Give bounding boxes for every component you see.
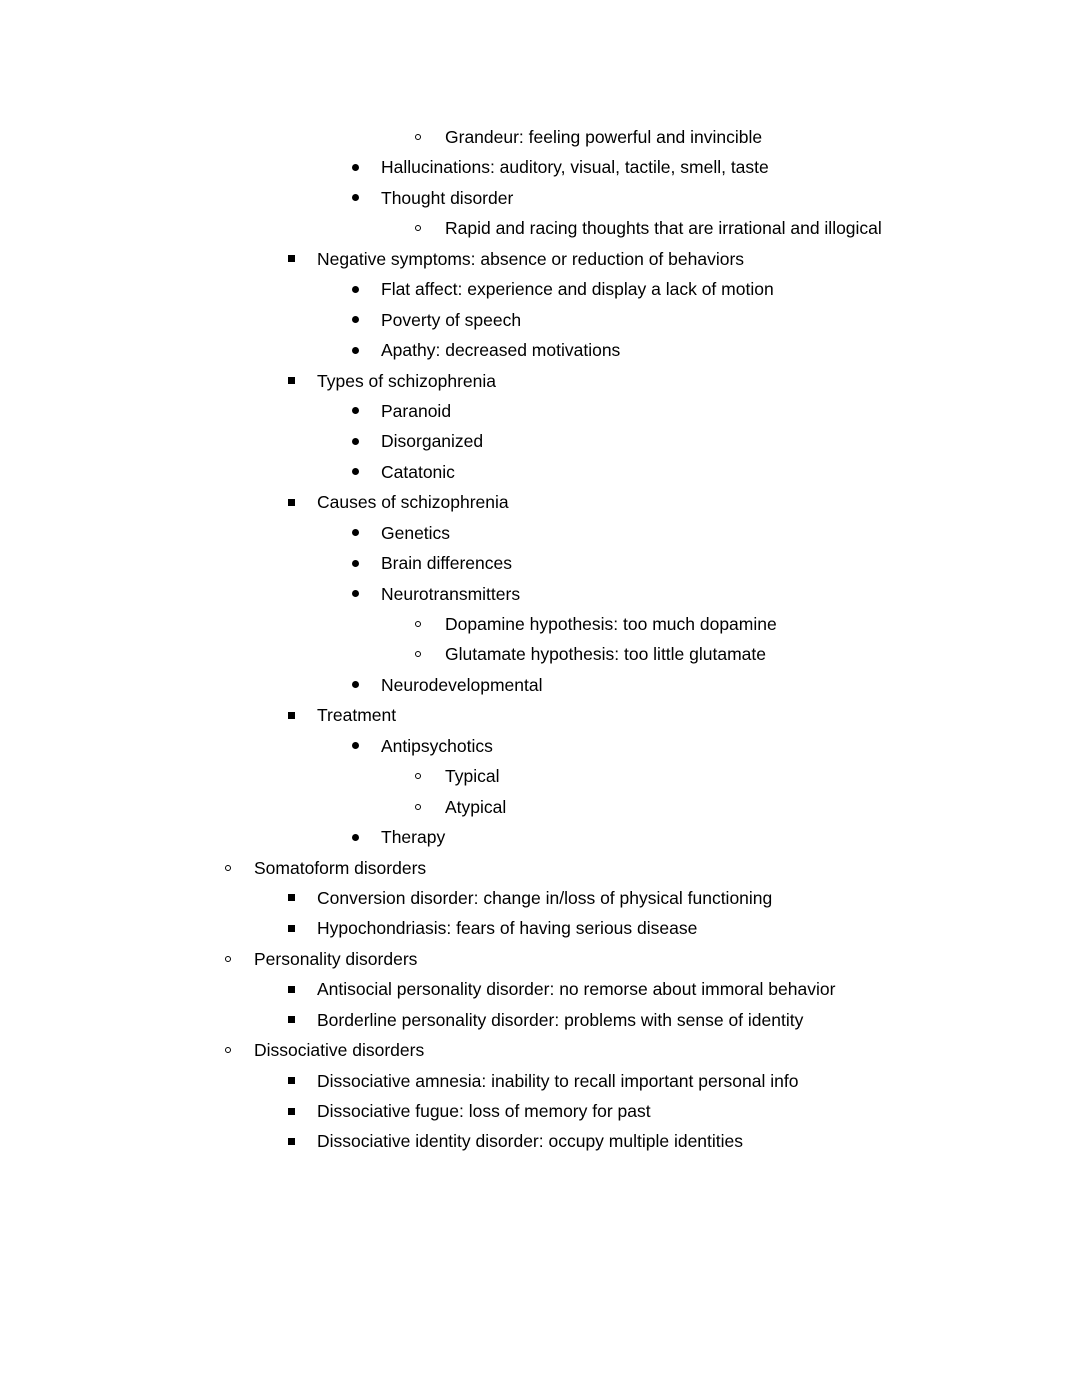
square-bullet-icon [285,244,297,274]
outline-item-text: Somatoform disorders [254,857,427,878]
outline-item-text: Paranoid [381,400,452,421]
outline-item-text: Thought disorder [381,187,514,208]
filled-circle-bullet-icon [349,731,361,761]
filled-circle-bullet-icon [349,274,361,304]
outline-item-text: Disorganized [381,431,484,452]
square-bullet-icon [285,974,297,1004]
outline-item-text: Dopamine hypothesis: too much dopamine [445,614,777,634]
hollow-circle-bullet-icon [412,639,424,669]
outline-item [0,700,1080,730]
outline-item [0,639,1080,669]
hollow-circle-bullet-icon [222,1035,234,1065]
outline-item [0,944,1080,974]
outline-item [0,913,1080,943]
outline-item [0,487,1080,517]
filled-circle-bullet-icon [349,670,361,700]
outline-item-text: Poverty of speech [381,309,522,330]
square-bullet-icon [285,366,297,396]
outline-item-text: Dissociative fugue: loss of memory for past [317,1101,651,1121]
outline-item [0,1005,1080,1035]
hollow-circle-bullet-icon [412,792,424,822]
outline-item [0,426,1080,456]
outline-item [0,853,1080,883]
outline-item-text: Causes of schizophrenia [317,492,509,513]
filled-circle-bullet-icon [349,518,361,548]
outline-item-text: Hallucinations: auditory, visual, tactile, smell, taste [381,157,769,178]
filled-circle-bullet-icon [349,822,361,852]
filled-circle-bullet-icon [349,457,361,487]
filled-circle-bullet-icon [349,548,361,578]
outline-item [0,731,1080,761]
outline-item [0,609,1080,639]
outline-item-text: Dissociative disorders [254,1040,425,1061]
outline-item [0,1096,1080,1126]
outline-item-text: Hypochondriasis: fears of having serious disease [317,918,698,939]
outline-item [0,1126,1080,1156]
filled-circle-bullet-icon [349,152,361,182]
outline-item [0,274,1080,304]
outline-item-text: Treatment [317,705,397,726]
outline-item [0,183,1080,213]
outline-item-text: Dissociative amnesia: inability to recall important personal info [317,1070,799,1091]
hollow-circle-bullet-icon [222,944,234,974]
outline-item-text: Borderline personality disorder: problems with sense of identity [317,1009,804,1030]
outline-item [0,792,1080,822]
outline-item-text: Grandeur: feeling powerful and invincible [445,127,763,147]
filled-circle-bullet-icon [349,305,361,335]
square-bullet-icon [285,913,297,943]
square-bullet-icon [285,1066,297,1096]
outline-item-text: Dissociative identity disorder: occupy multiple identities [317,1131,744,1152]
outline-item [0,1066,1080,1096]
outline-item-text: Neurodevelopmental [381,674,543,695]
outline-item-text: Rapid and racing thoughts that are irrational and illogical [445,218,882,239]
square-bullet-icon [285,700,297,730]
outline-item-text: Genetics [381,522,451,543]
outline-item [0,1035,1080,1065]
outline-item-text: Flat affect: experience and display a lack of motion [381,279,774,300]
outline-item [0,518,1080,548]
filled-circle-bullet-icon [349,579,361,609]
outline-item [0,457,1080,487]
filled-circle-bullet-icon [349,396,361,426]
outline-item-text: Types of schizophrenia [317,370,496,391]
outline-item-text: Atypical [445,796,507,817]
outline-item [0,670,1080,700]
outline-item [0,548,1080,578]
outline-item [0,213,1080,243]
outline-item [0,152,1080,182]
notes-outline [0,122,1080,1157]
outline-item [0,366,1080,396]
outline-item [0,396,1080,426]
outline-item [0,974,1080,1004]
outline-item-text: Personality disorders [254,948,418,969]
outline-item [0,579,1080,609]
outline-item-text: Brain differences [381,553,513,574]
outline-item-text: Typical [445,766,500,787]
outline-item [0,883,1080,913]
hollow-circle-bullet-icon [412,213,424,243]
outline-item-text: Apathy: decreased motivations [381,340,621,361]
square-bullet-icon [285,487,297,517]
filled-circle-bullet-icon [349,335,361,365]
outline-item-text: Conversion disorder: change in/loss of physical functioning [317,887,773,908]
outline-item-text: Glutamate hypothesis: too little glutamate [445,644,767,665]
outline-item [0,335,1080,365]
outline-item [0,122,1080,152]
outline-item-text: Antipsychotics [381,735,493,756]
filled-circle-bullet-icon [349,426,361,456]
hollow-circle-bullet-icon [412,122,424,152]
square-bullet-icon [285,1005,297,1035]
hollow-circle-bullet-icon [412,761,424,791]
outline-item-text: Neurotransmitters [381,583,521,604]
square-bullet-icon [285,1096,297,1126]
outline-item [0,822,1080,852]
outline-item-text: Negative symptoms: absence or reduction of behaviors [317,248,745,269]
filled-circle-bullet-icon [349,183,361,213]
hollow-circle-bullet-icon [222,853,234,883]
square-bullet-icon [285,1126,297,1156]
outline-item [0,305,1080,335]
square-bullet-icon [285,883,297,913]
outline-item-text: Antisocial personality disorder: no remorse about immoral behavior [317,979,836,1000]
outline-item-text: Catatonic [381,461,455,482]
outline-item [0,761,1080,791]
outline-item-text: Therapy [381,827,446,848]
hollow-circle-bullet-icon [412,609,424,639]
outline-item [0,244,1080,274]
